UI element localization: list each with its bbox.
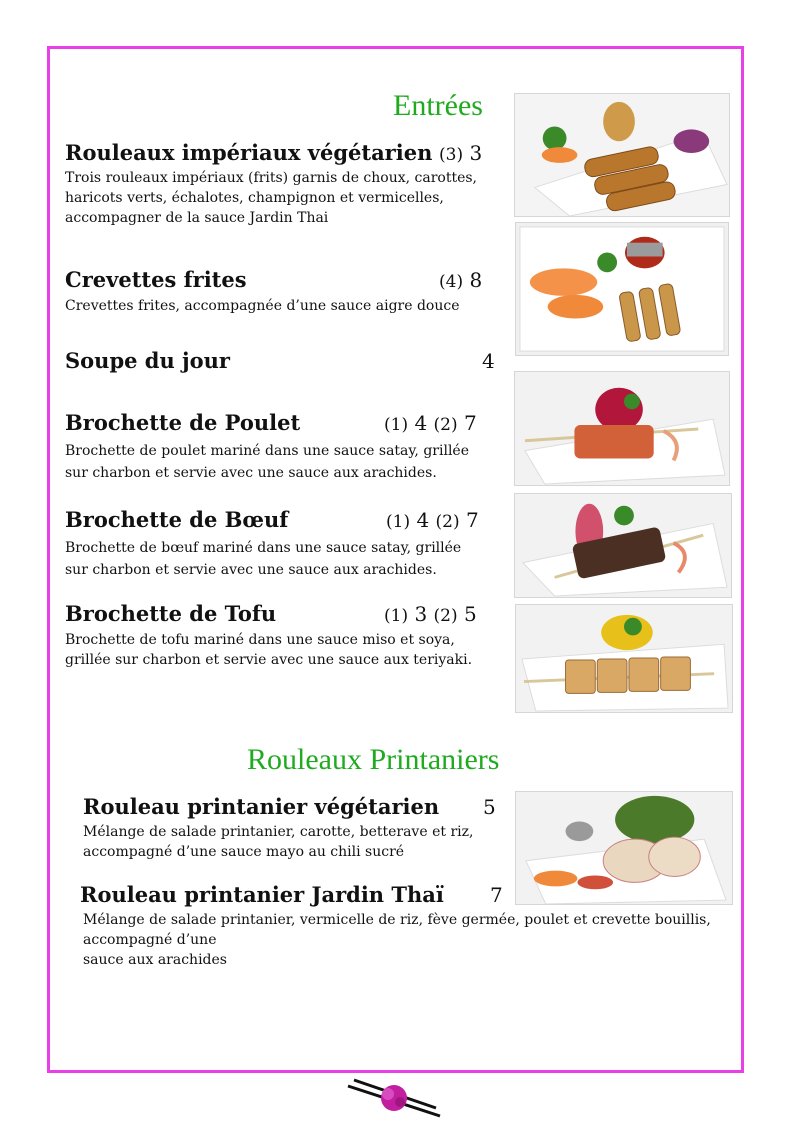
item-description: Mélange de salade printanier, vermicelle de riz, fève germée, poulet et crevette bouillis, accompagné d’une sauce aux arachides [83, 912, 711, 968]
fresh-roll-photo [515, 791, 733, 905]
tofu-skewer-photo [515, 604, 733, 713]
item-price: 4 [482, 349, 495, 373]
restaurant-logo [340, 1078, 450, 1123]
item-description: Brochette de bœuf mariné dans une sauce satay, grillée sur charbon et servie avec une sauce aux arachides. [65, 540, 462, 578]
item-name: Rouleau printanier Jardin Thaï [80, 882, 444, 907]
item-name: Rouleaux impériaux végétarien [65, 140, 433, 165]
item-description: Brochette de poulet mariné dans une sauce satay, grillée sur charbon et servie avec une sauce aux arachides. [65, 443, 469, 481]
item-description: Brochette de tofu mariné dans une sauce miso et soya, grillée sur charbon et servie avec une sauce aux teriyaki. [65, 632, 473, 668]
fried-shrimp-photo [515, 222, 729, 356]
item-name: Brochette de Poulet [65, 410, 301, 435]
item-price: (4) 8 [439, 268, 483, 292]
item-description: Trois rouleaux impériaux (frits) garnis de choux, carottes, haricots verts, échalotes, champignon et vermicelles, accompagner de la sauce Jardin Thai [65, 170, 478, 226]
item-description: Crevettes frites, accompagnée d’une sauce aigre douce [65, 298, 460, 314]
item-price: 7 [490, 883, 503, 907]
item-price: (1) 4 (2) 7 [384, 411, 477, 435]
item-price: 5 [483, 795, 496, 819]
item-price: (3) 3 [439, 141, 483, 165]
beef-skewer-photo [514, 493, 732, 598]
item-name: Soupe du jour [65, 348, 230, 373]
item-price: (1) 4 (2) 7 [386, 508, 479, 532]
item-name: Rouleau printanier végétarien [83, 794, 440, 819]
section-title-rouleaux-printaniers: Rouleaux Printaniers [247, 743, 500, 776]
chicken-skewer-photo [514, 371, 730, 486]
spring-rolls-photo [514, 93, 730, 217]
item-name: Brochette de Tofu [65, 601, 277, 626]
item-name: Brochette de Bœuf [65, 507, 289, 532]
item-description: Mélange de salade printanier, carotte, betterave et riz, accompagné d’une sauce mayo au chili sucré [83, 824, 474, 860]
item-price: (1) 3 (2) 5 [384, 602, 477, 626]
item-name: Crevettes frites [65, 267, 247, 292]
section-title-entrees: Entrées [393, 89, 483, 122]
